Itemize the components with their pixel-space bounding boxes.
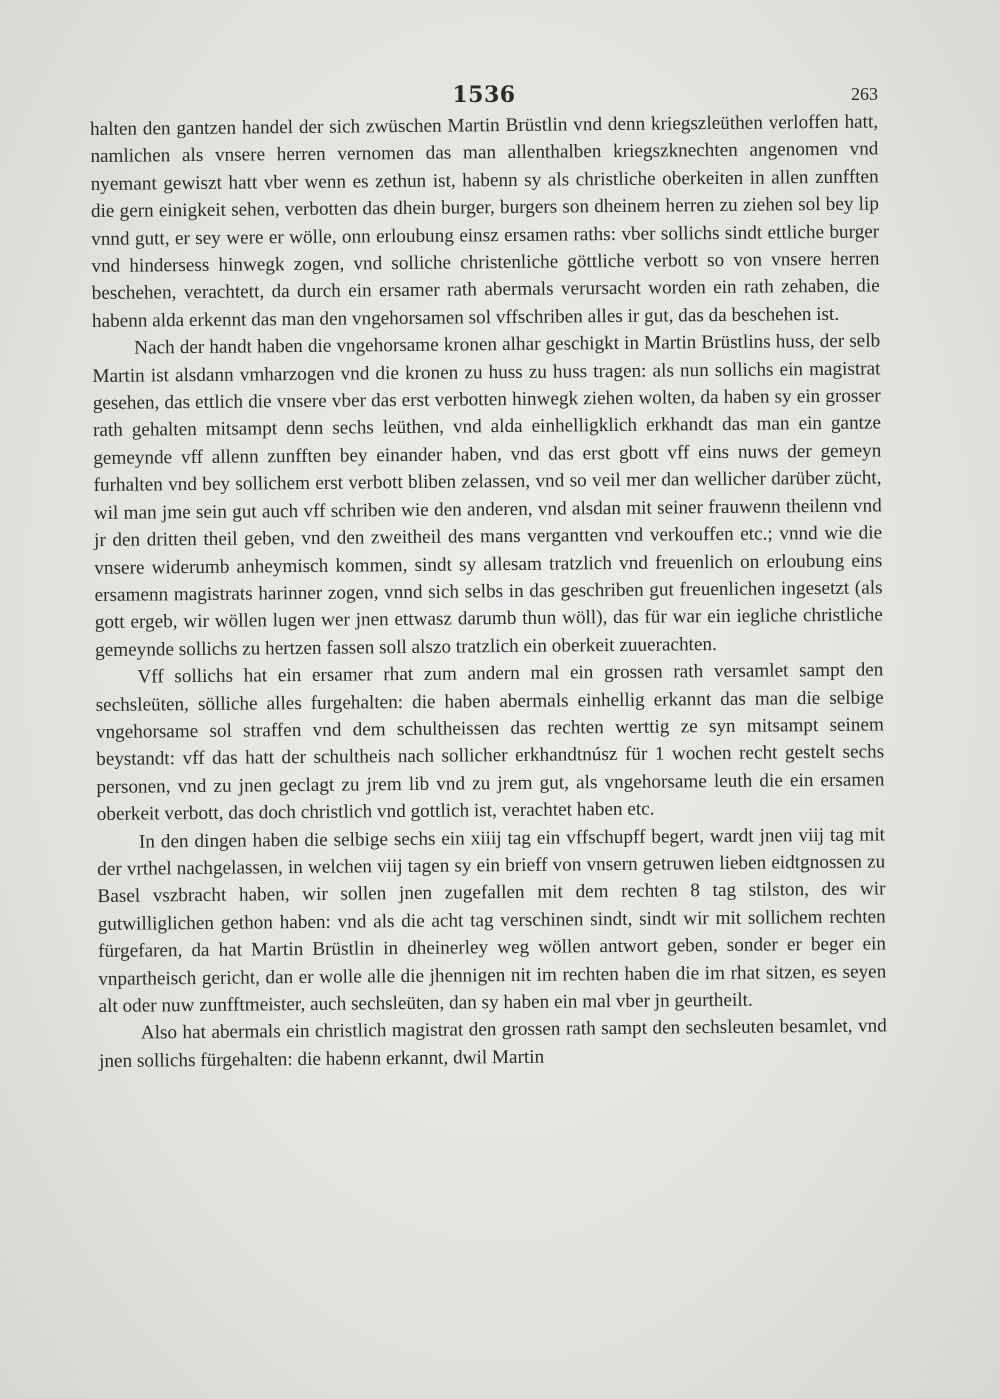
- paragraph: halten den gantzen handel der sich zwüschen Martin Brüstlin vnd denn kriegszleüthen verloffen hatt, namlichen als vnsere herren vernomen das man allenthalben kriegszknechten angenomen vnd nyemant gewiszt hatt vber wenn es zethun ist, habenn sy als christliche oberkeiten in allen zunfften die gern einigkeit sehen, verbotten das dhein burger, burgers son dheinem herren zu ziehen sol bey lip vnnd gutt, er sey were er wölle, onn erloubung einsz ersamen raths: vber sollichs sindt ettliche burger vnd hindersess hinwegk zogen, vnd solliche christenliche göttliche verbott so von vnsere herren beschehen, verachtett, da durch ein ersamer rath abermals verursacht worden ein rath zehaben, die habenn alda erkennt das man den vngehorsamen sol vffschriben alles ir gut, das da beschehen ist.: [90, 111, 880, 332]
- page-header: [90, 82, 878, 112]
- page-number: 263: [851, 84, 878, 104]
- paragraph: Also hat abermals ein christlich magistrat den grossen rath sampt den sechsleuten besamlet, vnd jnen sollichs fürgehalten: die habenn erkannt, dwil Martin: [98, 1015, 887, 1072]
- paragraph: Vff sollichs hat ein ersamer rhat zum andern mal ein grossen rath versamlet sampt den sechsleüten, sölliche alles furgehalten: die haben abermals einhellig erkannt das man die selbige vngehorsame sol straffen vnd dem schultheissen das rechten werttig ze syn mitsampt seinem beystandt: vff das hatt der schultheis nach sollicher erkhandtnúsz für 1 wochen recht gestelt sechs personen, vnd zu jnen geclagt zu jrem lib vnd zu jrem gut, als vngehorsame leuth die ein ersamen oberkeit verbott, das doch christlich vnd gottlich ist, verachtet haben etc.: [95, 659, 885, 826]
- paragraph: In den dingen haben die selbige sechs ein xiiij tag ein vffschupff begert, wardt jnen viij tag mit der vrthel nachgelassen, in welchen viij tagen sy ein brieff von vnsern getruwen lieben eidtgnossen zu Basel vszbracht haben, wir sollen jnen zugefallen mit dem rechten 8 tag stilston, des wir gutwilliglichen gethon haben: vnd als die acht tag verschinen sindt, sindt wir mit sollichem rechten fürgefaren, da hat Martin Brüstlin in dheinerley weg wöllen antwort geben, sonder er beger ein vnpartheisch gericht, dan er wolle alle die jhennigen nit im rechten haben die im rhat sitzen, es seyen alt oder nuw zunfftmeister, auch sechsleüten, dan sy haben ein mal vber jn geurtheilt.: [97, 823, 887, 1017]
- body-text: [90, 108, 887, 1075]
- page-title-year: 1536: [452, 82, 516, 108]
- paragraph: Nach der handt haben die vngehorsame kronen alhar geschigkt in Martin Brüstlins huss, der selb Martin ist alsdann vmharzogen vnd die kronen zu huss zu huss tragen: als nun sollichs ein magistrat gesehen, das ettlich die vnsere vber das erst verbotten hinwegk ziehen wolten, da haben sy ein grosser rath gehalten mitsampt denn sechs leüthen, vnd alda einhelligklich erkhandt das man ein gantze gemeynde vff allenn zunfften bey einander haben, vnd das erst gbott vff eins nuws der gemeyn furhalten vnd bey sollichem erst verbott bliben zelassen, vnd so veil mer dan wellicher darüber zücht, wil man jme sein gut auch vff schriben wie den anderen, vnd alsdan mit seiner frauwenn theilenn vnd jr den dritten theil geben, vnd den zweitheil des mans vergantten vnd verkouffen etc.; vnnd wie die vnsere widerumb anheymisch kommen, sindt sy allesam tratzlich vnd freuenlich on erloubung eins ersamenn magistrats harinner zogen, vnnd sich selbs in das geschriben gut freuenlichen ingesetzt (als gott ergeb, wir wöllen lugen wer jnen ettwasz darumb thun wöll), das für war ein iegliche christliche gemeynde sollichs zu hertzen fassen soll alszo tratzlich ein oberkeit zuuerachten.: [92, 330, 883, 661]
